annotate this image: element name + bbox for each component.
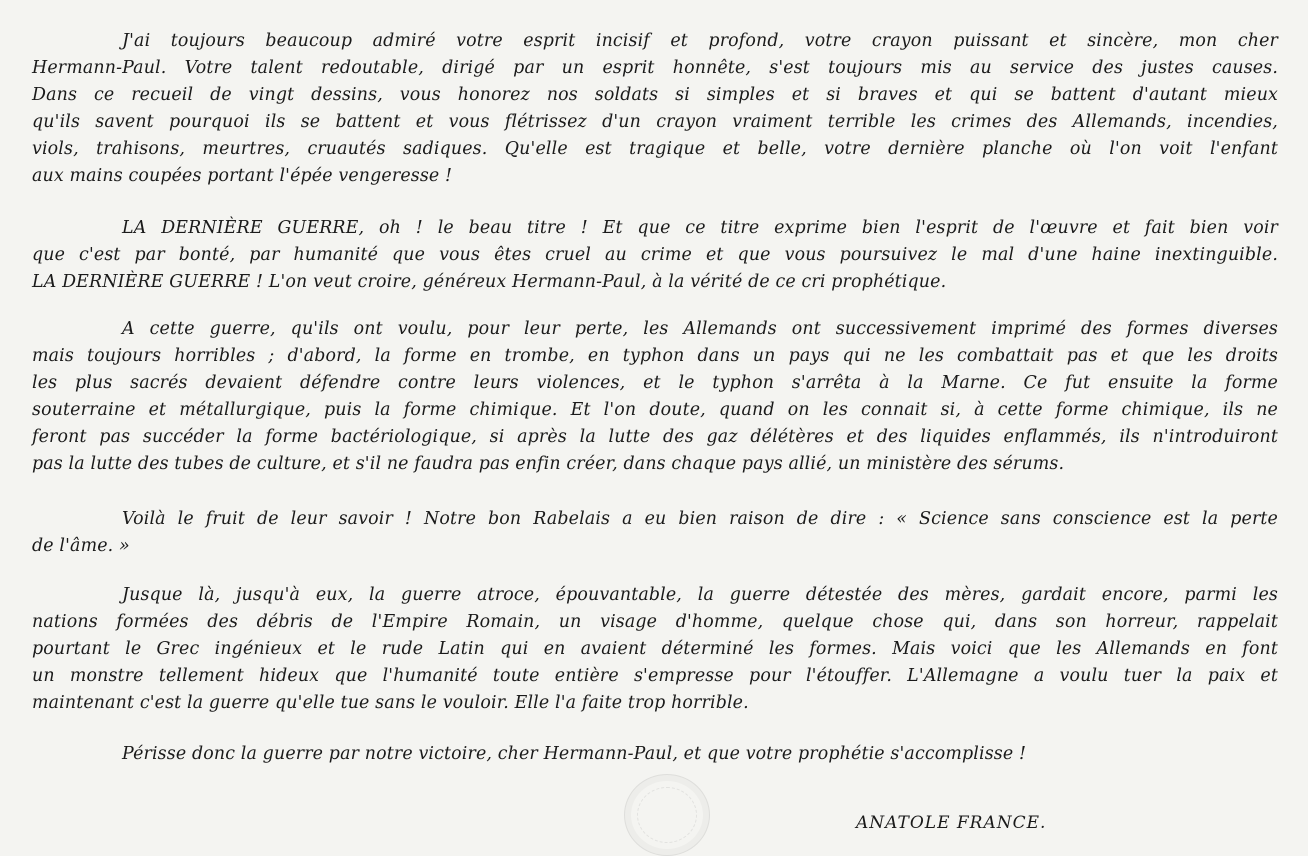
text-line: feront pas succéder la forme bactériologique, si après la lutte des gaz délétères et des liquides enflammés, ils n'introduiront: [32, 427, 1278, 447]
text-line: Périsse donc la guerre par notre victoire, cher Hermann-Paul, et que votre prophétie s'accomplisse !: [122, 744, 1027, 764]
library-stamp-ring: [637, 787, 697, 843]
text-line: qu'ils savent pourquoi ils se battent et vous flétrissez d'un crayon vraiment terrible les crimes des Allemands, incendies,: [32, 112, 1278, 132]
text-line: Jusque là, jusqu'à eux, la guerre atroce, épouvantable, la guerre détestée des mères, gardait encore, parmi les: [122, 585, 1278, 605]
text-line: Hermann-Paul. Votre talent redoutable, dirigé par un esprit honnête, s'est toujours mis au service des justes causes.: [32, 58, 1278, 78]
text-line: Dans ce recueil de vingt dessins, vous honorez nos soldats si simples et si braves et qui se battent d'autant mieux: [32, 85, 1278, 105]
text-line: viols, trahisons, meurtres, cruautés sadiques. Qu'elle est tragique et belle, votre dernière planche où l'on voit l'enfant: [32, 139, 1278, 159]
text-line: les plus sacrés devaient défendre contre leurs violences, et le typhon s'arrêta à la Marne. Ce fut ensuite la forme: [32, 373, 1278, 393]
signature: ANATOLE FRANCE.: [856, 813, 1047, 833]
paragraph-2: [32, 215, 1278, 296]
paragraph-4: [32, 506, 1278, 560]
text-line: Voilà le fruit de leur savoir ! Notre bon Rabelais a eu bien raison de dire : « Science sans conscience est la perte: [122, 509, 1278, 529]
paragraph-1: [32, 28, 1278, 190]
text-line: pas la lutte des tubes de culture, et s'il ne faudra pas enfin créer, dans chaque pays allié, un ministère des sérums.: [32, 454, 1065, 474]
text-line: pourtant le Grec ingénieux et le rude Latin qui en avaient déterminé les formes. Mais voici que les Allemands en font: [32, 639, 1278, 659]
paragraph-3: [32, 316, 1278, 478]
text-line: souterraine et métallurgique, puis la forme chimique. Et l'on doute, quand on les connait si, à cette forme chimique, ils ne: [32, 400, 1278, 420]
text-line: LA DERNIÈRE GUERRE ! L'on veut croire, généreux Hermann-Paul, à la vérité de ce cri prophétique.: [32, 272, 947, 292]
library-stamp: [624, 774, 710, 856]
text-line: un monstre tellement hideux que l'humanité toute entière s'empresse pour l'étouffer. L'Allemagne a voulu tuer la paix et: [32, 666, 1278, 686]
paragraph-6: [32, 741, 1278, 768]
paragraph-5: [32, 582, 1278, 717]
text-line: maintenant c'est la guerre qu'elle tue sans le vouloir. Elle l'a faite trop horrible.: [32, 693, 749, 713]
text-line: aux mains coupées portant l'épée vengeresse !: [32, 166, 453, 186]
text-line: LA DERNIÈRE GUERRE, oh ! le beau titre ! Et que ce titre exprime bien l'esprit de l'œuvre et fait bien voir: [122, 218, 1278, 238]
text-line: mais toujours horribles ; d'abord, la forme en trombe, en typhon dans un pays qui ne les combattait pas et que les droits: [32, 346, 1278, 366]
text-line: A cette guerre, qu'ils ont voulu, pour leur perte, les Allemands ont successivement imprimé des formes diverses: [122, 319, 1278, 339]
text-line: que c'est par bonté, par humanité que vous êtes cruel au crime et que vous poursuivez le mal d'une haine inextinguible.: [32, 245, 1278, 265]
text-line: de l'âme. »: [32, 536, 130, 556]
text-line: nations formées des débris de l'Empire Romain, un visage d'homme, quelque chose qui, dans son horreur, rappelait: [32, 612, 1278, 632]
text-line: J'ai toujours beaucoup admiré votre esprit incisif et profond, votre crayon puissant et sincère, mon cher: [122, 31, 1278, 51]
